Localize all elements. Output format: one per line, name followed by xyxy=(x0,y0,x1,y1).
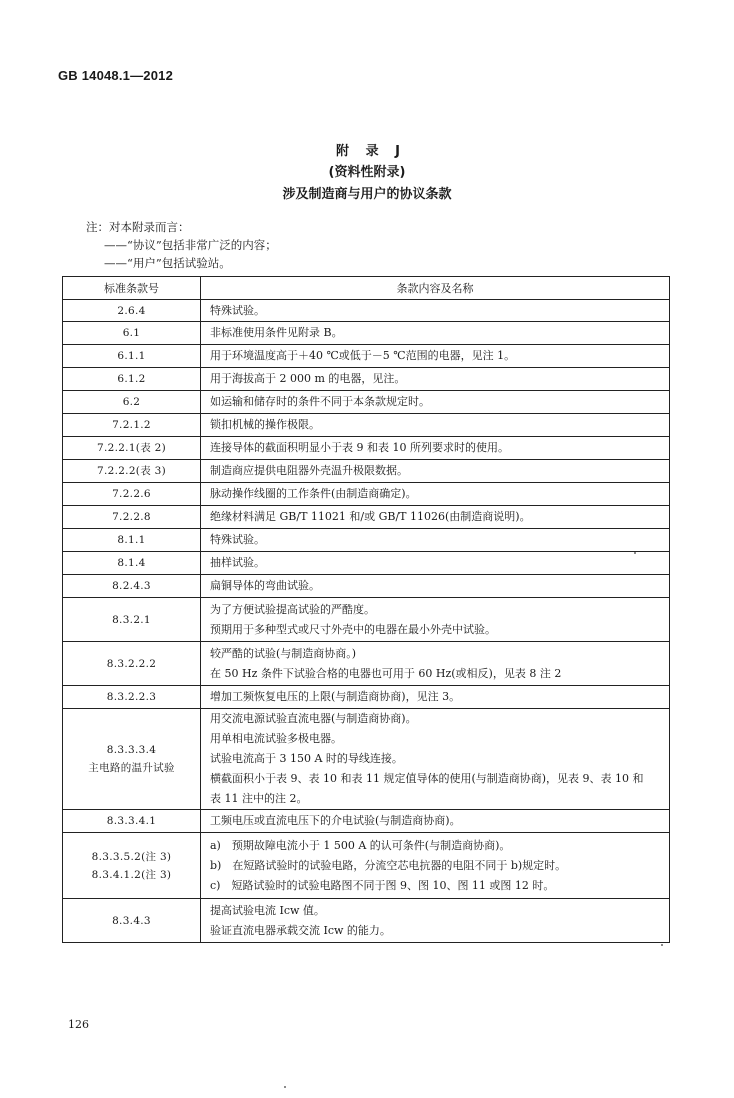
clause-number-cell xyxy=(63,322,201,345)
clause-content-line: 较严酷的试验(与制造商协商。) xyxy=(210,646,357,660)
clause-number: 8.3.3.5.2(注 3) xyxy=(91,850,172,863)
clause-content-line: 特殊试验。 xyxy=(210,303,265,317)
clause-number: 8.3.3.3.4 xyxy=(106,744,157,756)
clause-content-cell xyxy=(201,483,670,506)
table-row xyxy=(63,506,670,529)
appendix-notes xyxy=(86,218,277,272)
clause-content-line: 提高试验电流 Icw 值。 xyxy=(210,903,325,917)
clause-number: 6.1.2 xyxy=(117,373,146,385)
table-row xyxy=(63,437,670,460)
clause-number-cell xyxy=(63,414,201,437)
page-number: 126 xyxy=(68,1018,89,1031)
appendix-title: 附 录 J xyxy=(336,144,406,159)
clause-number: 2.6.4 xyxy=(117,304,146,317)
clause-content-cell xyxy=(201,598,670,642)
clause-content-line: 横截面积小于表 9、表 10 和表 11 规定值导体的使用(与制造商协商)，见表 9、表 10 和 xyxy=(210,772,644,785)
clause-content-line: 工频电压或直流电压下的介电试验(与制造商协商)。 xyxy=(210,814,461,827)
clause-number-cell xyxy=(63,483,201,506)
standard-code: GB 14048.1—2012 xyxy=(58,68,174,83)
table-row xyxy=(63,529,670,552)
note-intro: 注：对本附录而言： xyxy=(86,220,190,234)
clause-number-cell xyxy=(63,391,201,414)
clause-number: 6.1 xyxy=(122,327,141,339)
clause-content-line: 抽样试验。 xyxy=(210,556,265,569)
clause-number-cell xyxy=(63,506,201,529)
clause-number: 8.2.4.3 xyxy=(112,580,151,592)
table-row xyxy=(63,300,670,322)
clause-content-line: 增加工频恢复电压的上限(与制造商协商)，见注 3。 xyxy=(210,690,461,703)
clause-number-cell xyxy=(63,686,201,709)
clause-content-cell xyxy=(201,368,670,391)
clause-number: 7.2.1.2 xyxy=(112,419,151,431)
clause-content-cell xyxy=(201,460,670,483)
clause-content-cell xyxy=(201,391,670,414)
clause-number: 6.1.1 xyxy=(117,350,146,362)
table-header-row xyxy=(63,277,670,300)
clause-number-cell xyxy=(63,552,201,575)
clause-content-line: 脉动操作线圈的工作条件(由制造商确定)。 xyxy=(210,487,417,500)
table-row xyxy=(63,552,670,575)
clause-number-cell xyxy=(63,899,201,943)
agreement-clauses-table xyxy=(62,276,670,943)
clause-content-cell xyxy=(201,709,670,810)
header-clause-content: 条款内容及名称 xyxy=(201,277,670,300)
clause-content-line: 非标准使用条件见附录 B。 xyxy=(210,326,343,339)
clause-number-cell xyxy=(63,810,201,833)
scan-speck xyxy=(634,552,636,554)
clause-number: 8.1.1 xyxy=(117,534,146,546)
clause-number: 8.1.4 xyxy=(117,557,146,569)
clause-number: 7.2.2.2(表 3) xyxy=(96,465,167,477)
note-item: ——“协议”包括非常广泛的内容； xyxy=(104,238,277,252)
table-row xyxy=(63,810,670,833)
clause-number: 7.2.2.6 xyxy=(112,488,151,500)
clause-content-line: 试验电流高于 3 150 A 时的导线连接。 xyxy=(210,752,403,765)
clause-content-cell xyxy=(201,642,670,686)
table-row xyxy=(63,483,670,506)
appendix-titles xyxy=(0,142,734,206)
clause-content-cell xyxy=(201,575,670,598)
clause-content-line: 锁扣机械的操作极限。 xyxy=(210,418,320,431)
clause-content-line: 预期用于多种型式或尺寸外壳中的电器在最小外壳中试验。 xyxy=(210,622,496,636)
table-body xyxy=(63,300,670,943)
scan-speck xyxy=(661,944,663,946)
clause-content-line: 用交流电源试验直流电器(与制造商协商)。 xyxy=(210,712,417,725)
clause-number-cell xyxy=(63,642,201,686)
clause-content-line: 为了方便试验提高试验的严酷度。 xyxy=(210,602,375,616)
clause-content-line: 如运输和储存时的条件不同于本条款规定时。 xyxy=(210,395,430,408)
table-row xyxy=(63,391,670,414)
clause-number-cell xyxy=(63,437,201,460)
table-row xyxy=(63,460,670,483)
clause-content-cell xyxy=(201,899,670,943)
table-row xyxy=(63,833,670,899)
clause-number: 6.2 xyxy=(122,396,141,408)
clause-content-line: b) 在短路试验时的试验电路，分流空芯电抗器的电阻不同于 b)规定时。 xyxy=(210,858,567,872)
clause-number: 8.3.3.4.1 xyxy=(106,815,157,827)
table-row xyxy=(63,368,670,391)
table-row xyxy=(63,709,670,810)
clause-content-cell xyxy=(201,414,670,437)
clause-content-line: 制造商应提供电阻器外壳温升极限数据。 xyxy=(210,464,408,477)
clause-number-cell xyxy=(63,833,201,899)
clause-number: 主电路的温升试验 xyxy=(88,762,175,774)
clause-content-cell xyxy=(201,300,670,322)
clause-content-line: 用于海拔高于 2 000 m 的电器，见注。 xyxy=(210,372,406,385)
clause-number-cell xyxy=(63,709,201,810)
clause-content-cell xyxy=(201,437,670,460)
clause-content-line: 表 11 注中的注 2。 xyxy=(210,792,308,805)
clause-number-cell xyxy=(63,598,201,642)
appendix-subject: 涉及制造商与用户的协议条款 xyxy=(282,187,452,202)
clause-content-line: 特殊试验。 xyxy=(210,533,265,546)
clause-number: 8.3.4.3 xyxy=(112,914,151,927)
clause-number: 8.3.2.2.3 xyxy=(106,691,157,703)
scan-speck xyxy=(284,1086,286,1088)
clause-number: 8.3.2.1 xyxy=(112,613,151,626)
clause-content-cell xyxy=(201,322,670,345)
clause-content-line: c) 短路试验时的试验电路图不同于图 9、图 10、图 11 或图 12 时。 xyxy=(210,878,555,892)
clause-number-cell xyxy=(63,575,201,598)
clause-content-cell xyxy=(201,833,670,899)
clause-number-cell xyxy=(63,368,201,391)
clause-number: 7.2.2.8 xyxy=(112,511,151,523)
table-row xyxy=(63,686,670,709)
clause-number: 7.2.2.1(表 2) xyxy=(96,442,167,454)
clause-number-cell xyxy=(63,460,201,483)
table-row xyxy=(63,345,670,368)
appendix-nature: (资料性附录) xyxy=(328,165,406,180)
clause-content-line: a) 预期故障电流小于 1 500 A 的认可条件(与制造商协商)。 xyxy=(210,838,511,852)
note-item: ——“用户”包括试验站。 xyxy=(104,256,231,270)
table-row xyxy=(63,322,670,345)
clause-content-line: 验证直流电器承载交流 Icw 的能力。 xyxy=(210,923,391,937)
clause-content-cell xyxy=(201,345,670,368)
clause-content-cell xyxy=(201,529,670,552)
clause-content-cell xyxy=(201,686,670,709)
clause-content-cell xyxy=(201,506,670,529)
clause-number: 8.3.2.2.2 xyxy=(106,657,157,670)
clause-content-line: 用于环境温度高于＋40 ℃或低于－5 ℃范围的电器，见注 1。 xyxy=(210,349,516,362)
clause-content-line: 用单相电流试验多极电器。 xyxy=(210,732,342,745)
clause-content-line: 连接导体的截面积明显小于表 9 和表 10 所列要求时的使用。 xyxy=(210,441,509,454)
clause-number-cell xyxy=(63,300,201,322)
header-clause-number: 标准条款号 xyxy=(63,277,201,300)
table-row xyxy=(63,414,670,437)
table-row xyxy=(63,598,670,642)
clause-number-cell xyxy=(63,345,201,368)
clause-content-line: 扁铜导体的弯曲试验。 xyxy=(210,579,320,592)
clause-content-cell xyxy=(201,810,670,833)
clause-number-cell xyxy=(63,529,201,552)
clause-content-cell xyxy=(201,552,670,575)
clause-number: 8.3.4.1.2(注 3) xyxy=(91,868,172,881)
clause-content-line: 在 50 Hz 条件下试验合格的电器也可用于 60 Hz(或相反)，见表 8 注 2 xyxy=(210,666,562,680)
table-row xyxy=(63,575,670,598)
clause-content-line: 绝缘材料满足 GB/T 11021 和/或 GB/T 11026(由制造商说明)。 xyxy=(210,510,531,523)
table-row xyxy=(63,642,670,686)
table-row xyxy=(63,899,670,943)
